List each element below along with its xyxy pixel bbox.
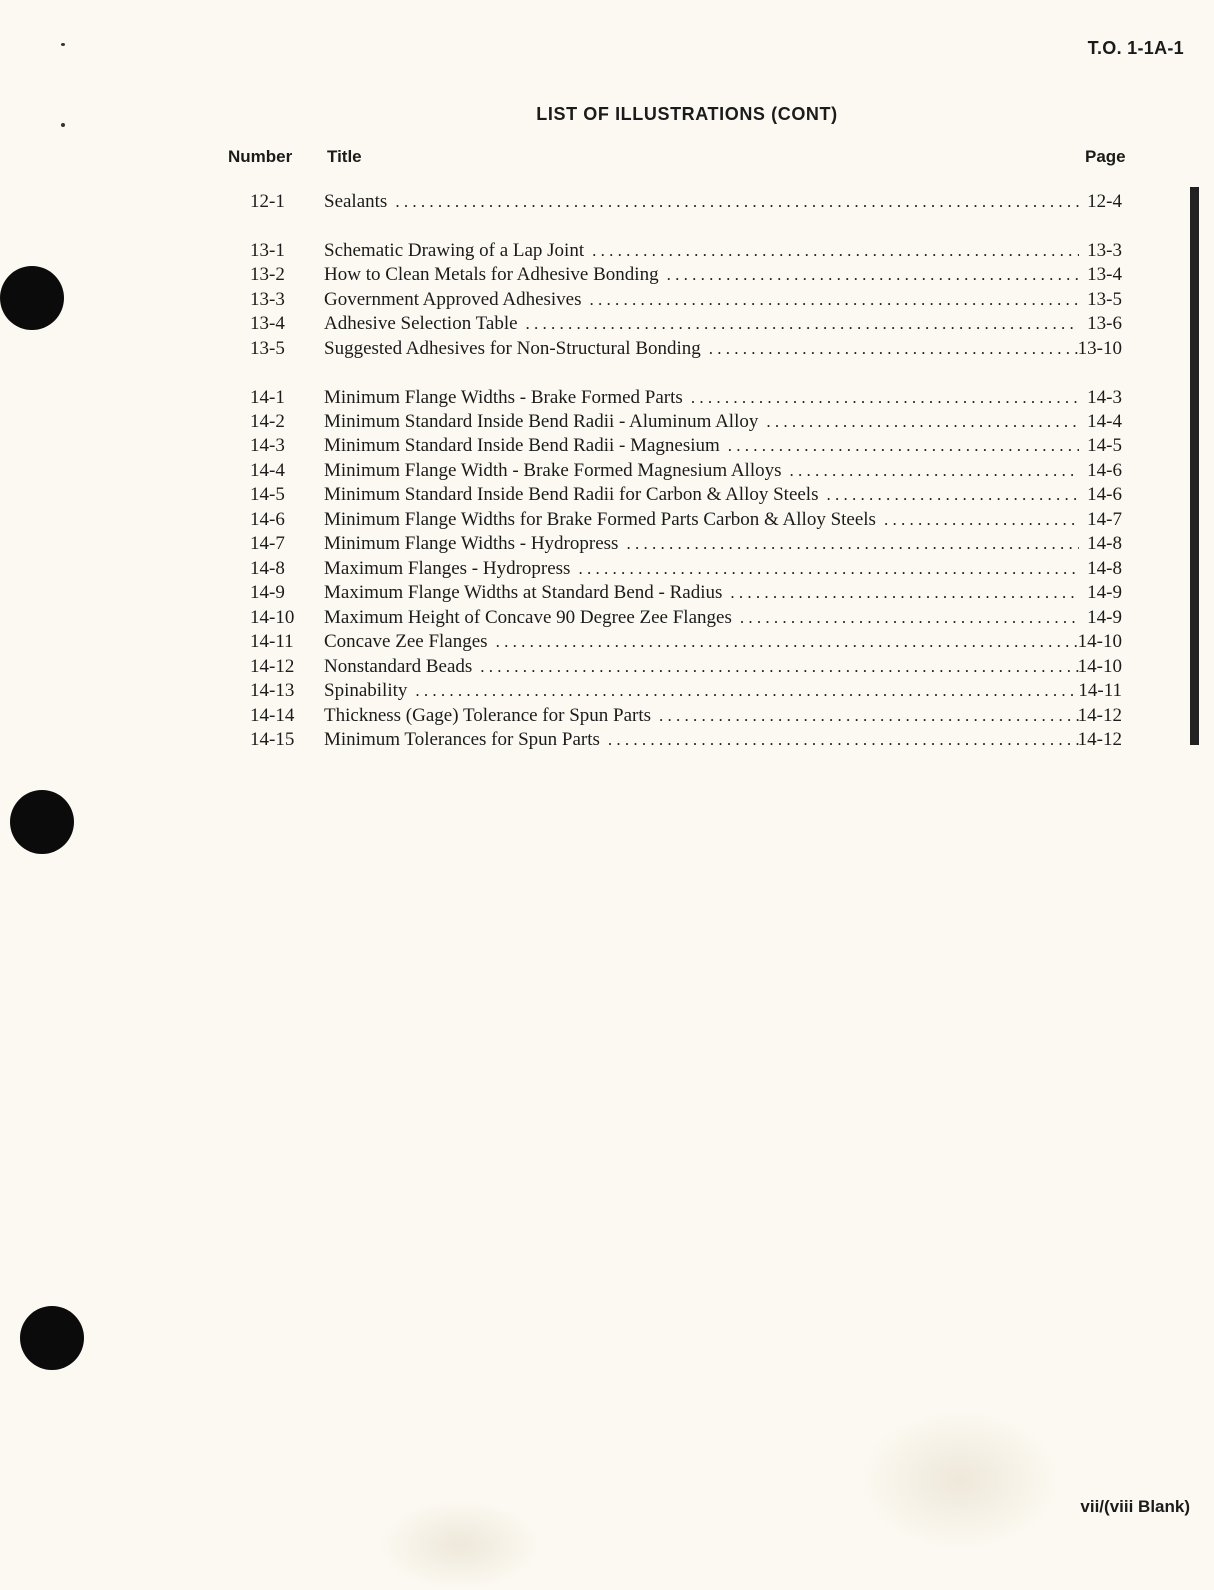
- item-page: 14-4: [1087, 411, 1122, 432]
- item-title: Spinability: [324, 680, 408, 701]
- item-title: Thickness (Gage) Tolerance for Spun Parts: [324, 705, 652, 726]
- leader-dots: [590, 287, 1079, 312]
- item-number: 14-1: [250, 387, 285, 408]
- list-item: [0, 189, 1214, 214]
- item-title: Adhesive Selection Table: [324, 313, 518, 334]
- item-title: How to Clean Metals for Adhesive Bonding: [324, 264, 659, 285]
- item-number: 14-7: [250, 533, 285, 554]
- leader-dots: [728, 433, 1079, 458]
- leader-dots: [709, 336, 1079, 361]
- list-title: LIST OF ILLUSTRATIONS (CONT): [536, 104, 838, 124]
- leader-dots: [496, 629, 1079, 654]
- item-page: 14-10: [1077, 656, 1122, 677]
- item-title: Government Approved Adhesives: [324, 289, 582, 310]
- item-page: 13-4: [1087, 264, 1122, 285]
- list-item: [0, 556, 1214, 581]
- list-item: [0, 507, 1214, 532]
- item-title: Suggested Adhesives for Non-Structural Bonding: [324, 338, 701, 359]
- item-page: 14-11: [1078, 680, 1122, 701]
- list-item: [0, 605, 1214, 630]
- item-number: 14-8: [250, 558, 285, 579]
- item-title: Nonstandard Beads: [324, 656, 473, 677]
- leader-dots: [884, 507, 1079, 532]
- leader-dots: [395, 189, 1079, 214]
- item-page: 14-8: [1087, 558, 1122, 579]
- list-item: [0, 482, 1214, 507]
- list-item: [0, 238, 1214, 263]
- item-page: 14-12: [1077, 729, 1122, 750]
- list-item: [0, 678, 1214, 703]
- leader-dots: [740, 605, 1079, 630]
- item-number: 13-3: [250, 289, 285, 310]
- leader-dots: [578, 556, 1079, 581]
- item-number: 13-5: [250, 338, 285, 359]
- item-number: 14-3: [250, 435, 285, 456]
- item-number: 14-13: [250, 680, 295, 701]
- item-title: Minimum Flange Widths - Brake Formed Parts: [324, 387, 683, 408]
- item-page: 12-4: [1087, 191, 1122, 212]
- list-item: [0, 654, 1214, 679]
- list-item: [0, 385, 1214, 410]
- leader-dots: [526, 311, 1079, 336]
- item-page: 14-7: [1087, 509, 1122, 530]
- leader-dots: [415, 678, 1079, 703]
- item-number: 14-6: [250, 509, 285, 530]
- list-item: [0, 287, 1214, 312]
- leader-dots: [592, 238, 1079, 263]
- column-header-number: Number: [228, 147, 293, 166]
- document-code: T.O. 1-1A-1: [1087, 38, 1184, 58]
- list-item: [0, 531, 1214, 556]
- leader-dots: [626, 531, 1079, 556]
- list-item: [0, 727, 1214, 752]
- item-page: 13-3: [1087, 240, 1122, 261]
- item-number: 14-12: [250, 656, 295, 677]
- item-title: Sealants: [324, 191, 388, 212]
- item-title: Minimum Standard Inside Bend Radii - Aluminum Alloy: [324, 411, 759, 432]
- list-item: [0, 458, 1214, 483]
- item-number: 14-4: [250, 460, 285, 481]
- item-number: 13-1: [250, 240, 285, 261]
- item-title: Minimum Flange Widths for Brake Formed Parts Carbon & Alloy Steels: [324, 509, 876, 530]
- item-page: 13-6: [1087, 313, 1122, 334]
- change-bar: [1190, 187, 1199, 745]
- item-number: 13-4: [250, 313, 285, 334]
- item-title: Schematic Drawing of a Lap Joint: [324, 240, 585, 261]
- list-item: [0, 629, 1214, 654]
- item-number: 14-14: [250, 705, 295, 726]
- leader-dots: [659, 703, 1079, 728]
- item-page: 14-6: [1087, 484, 1122, 505]
- leader-dots: [608, 727, 1079, 752]
- item-page: 14-8: [1087, 533, 1122, 554]
- item-title: Maximum Flange Widths at Standard Bend - Radius: [324, 582, 723, 603]
- item-title: Maximum Height of Concave 90 Degree Zee Flanges: [324, 607, 732, 628]
- item-number: 14-5: [250, 484, 285, 505]
- item-title: Minimum Flange Widths - Hydropress: [324, 533, 619, 554]
- leader-dots: [480, 654, 1079, 679]
- item-page: 14-10: [1077, 631, 1122, 652]
- column-header-title: Title: [327, 147, 362, 166]
- list-item: [0, 336, 1214, 361]
- item-number: 13-2: [250, 264, 285, 285]
- item-page: 14-5: [1087, 435, 1122, 456]
- list-item: [0, 409, 1214, 434]
- list-item: [0, 433, 1214, 458]
- item-title: Maximum Flanges - Hydropress: [324, 558, 571, 579]
- list-item: [0, 311, 1214, 336]
- item-page: 13-5: [1087, 289, 1122, 310]
- column-header-page: Page: [1085, 147, 1126, 166]
- list-item: [0, 703, 1214, 728]
- item-page: 14-3: [1087, 387, 1122, 408]
- item-title: Minimum Standard Inside Bend Radii for Carbon & Alloy Steels: [324, 484, 819, 505]
- item-title: Minimum Flange Width - Brake Formed Magnesium Alloys: [324, 460, 782, 481]
- leader-dots: [667, 262, 1079, 287]
- item-page: 14-6: [1087, 460, 1122, 481]
- item-number: 14-11: [250, 631, 294, 652]
- item-number: 14-10: [250, 607, 295, 628]
- item-title: Concave Zee Flanges: [324, 631, 488, 652]
- page-number: vii/(viii Blank): [1080, 1497, 1190, 1516]
- item-number: 12-1: [250, 191, 285, 212]
- item-title: Minimum Standard Inside Bend Radii - Magnesium: [324, 435, 720, 456]
- leader-dots: [790, 458, 1080, 483]
- leader-dots: [826, 482, 1079, 507]
- leader-dots: [730, 580, 1079, 605]
- leader-dots: [766, 409, 1079, 434]
- item-page: 14-9: [1087, 607, 1122, 628]
- item-page: 14-12: [1077, 705, 1122, 726]
- leader-dots: [691, 385, 1079, 410]
- list-item: [0, 580, 1214, 605]
- list-item: [0, 262, 1214, 287]
- item-number: 14-15: [250, 729, 295, 750]
- item-number: 14-9: [250, 582, 285, 603]
- item-page: 14-9: [1087, 582, 1122, 603]
- item-title: Minimum Tolerances for Spun Parts: [324, 729, 600, 750]
- item-page: 13-10: [1077, 338, 1122, 359]
- item-number: 14-2: [250, 411, 285, 432]
